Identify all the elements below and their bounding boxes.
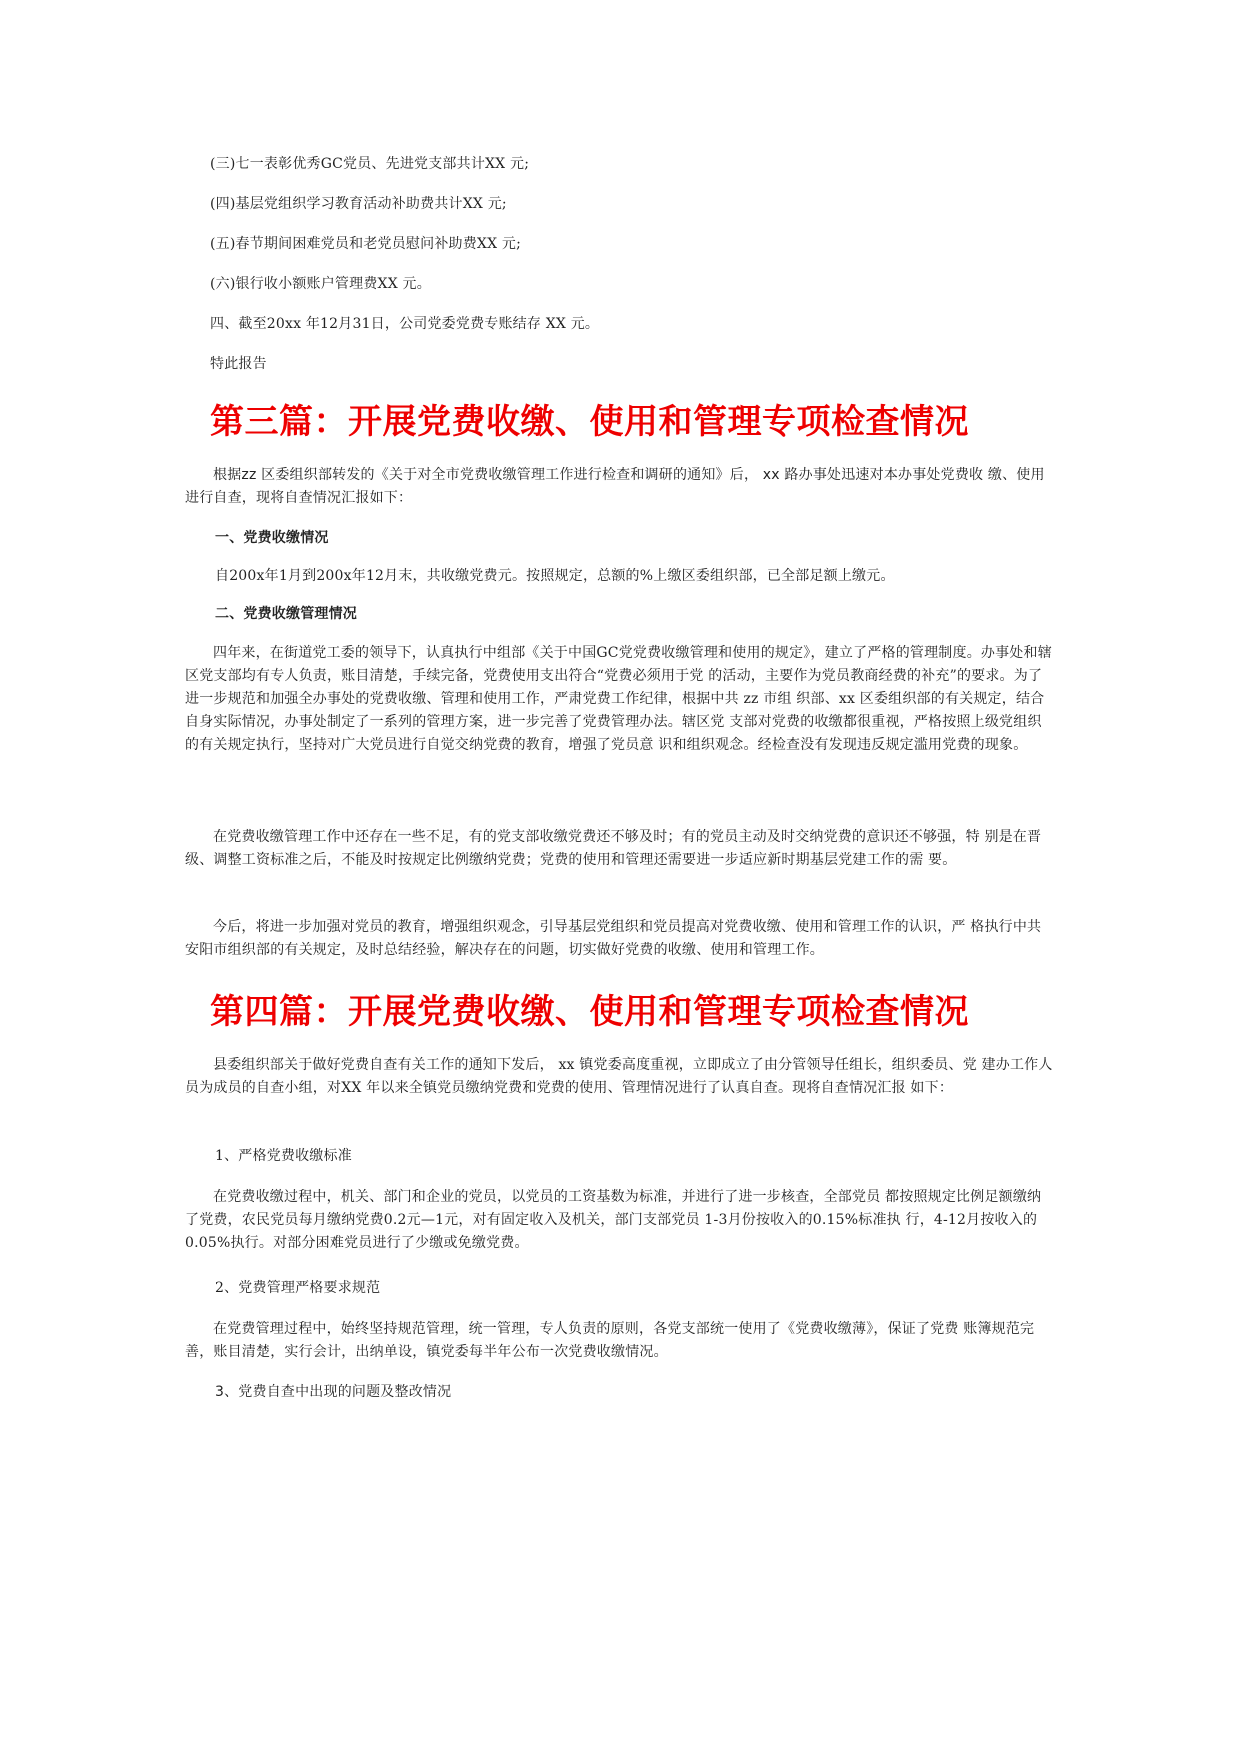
part3-section2-heading: 二、党费收缴管理情况 [215,606,357,622]
expense-item-4: (四)基层党组织学习教育活动补助费共计XX 元; [210,196,507,212]
expense-item-5: (五)春节期间困难党员和老党员慰问补助费XX 元; [210,236,522,252]
part3-outlook: 今后，将进一步加强对党员的教育，增强组织观念，引导基层党组织和党员提高对党费收缴、使用和管理工作的认识，严 格执行中共安阳市组织部的有关规定，及时总结经验，解决存在的问题，切实做好党费的收缴、使用和管理工作。 [185,919,1042,958]
part3-shortcomings: 在党费收缴管理工作中还存在一些不足，有的党支部收缴党费还不够及时；有的党员主动及时交纳党费的意识还不够强，特 别是在晋级、调整工资标准之后，不能及时按规定比例缴纳党费；党费的使用和管理还需要进一步适应新时期基层党建工作的需 要。 [185,829,1042,868]
part4-intro: 县委组织部关于做好党费自查有关工作的通知下发后， xx 镇党委高度重视，立即成立了由分管领导任组长，组织委员、党 建办工作人员为成员的自查小组，对XX 年以来全镇党员缴纳党费和党费的使用、管理情况进行了认真自查。现将自查情况汇报 如下： [185,1057,1053,1096]
balance-statement: 四、截至20xx 年12月31日，公司党委党费专账结存 XX 元。 [210,316,600,332]
part3-title: 第三篇：开展党费收缴、使用和管理专项检查情况 [210,402,969,442]
part4-item1-text: 在党费收缴过程中，机关、部门和企业的党员，以党员的工资基数为标准，并进行了进一步核查，全部党员 都按照规定比例足额缴纳了党费，农民党员每月缴纳党费0.2元—1元，对有固定收入及机关，部门支部党员 1-3月份按收入的0.15%标准执 行，4-12月按收入的0.05%执行。对部分困难党员进行了少缴或免缴党费。 [185,1189,1042,1251]
part3-section1-heading: 一、党费收缴情况 [215,530,329,546]
closing-remark: 特此报告 [210,356,267,372]
part3-section1-text: 自200x年1月到200x年12月末，共收缴党费元。按照规定，总额的%上缴区委组织部，已全部足额上缴元。 [215,568,895,584]
part4-title: 第四篇：开展党费收缴、使用和管理专项检查情况 [210,992,969,1032]
part4-item2-text: 在党费管理过程中，始终坚持规范管理，统一管理，专人负责的原则，各党支部统一使用了《党费收缴薄》，保证了党费 账簿规范完善，账目清楚，实行会计，出纳单设，镇党委每半年公布一次党费收缴情况。 [185,1321,1035,1360]
part4-item1-heading: 1、严格党费收缴标准 [215,1148,352,1164]
expense-item-3: (三)七一表彰优秀GC党员、先进党支部共计XX 元; [210,156,530,172]
part4-item2-heading: 2、党费管理严格要求规范 [215,1280,381,1296]
part4-item3-heading: 3、党费自查中出现的问题及整改情况 [215,1384,452,1400]
expense-item-6: (六)银行收小额账户管理费XX 元。 [210,276,431,292]
part3-intro: 根据zz 区委组织部转发的《关于对全市党费收缴管理工作进行检查和调研的通知》后， xx 路办事处迅速对本办事处党费收 缴、使用进行自查，现将自查情况汇报如下： [185,467,1045,506]
part3-section2-text: 四年来，在街道党工委的领导下，认真执行中组部《关于中国GC党党费收缴管理和使用的规定》，建立了严格的管理制度。办事处和辖区党支部均有专人负责，账目清楚，手续完备，党费使用支出符合“党费必须用于党 的活动，主要作为党员教商经费的补充”的要求。为了进一步规范和加强全办事处的党费收缴、管理和使用工作，严肃党费工作纪律，根据中共 zz 市组 织部、xx 区委组织部的有关规定，结合自身实际情况，办事处制定了一系列的管理方案，进一步完善了党费管理办法。辖区党 支部对党费的收缴都很重视，严格按照上级党组织的有关规定执行，坚持对广大党员进行自觉交纳党费的教育，增强了党员意 识和组织观念。经检查没有发现违反规定滥用党费的现象。 [185,645,1052,753]
